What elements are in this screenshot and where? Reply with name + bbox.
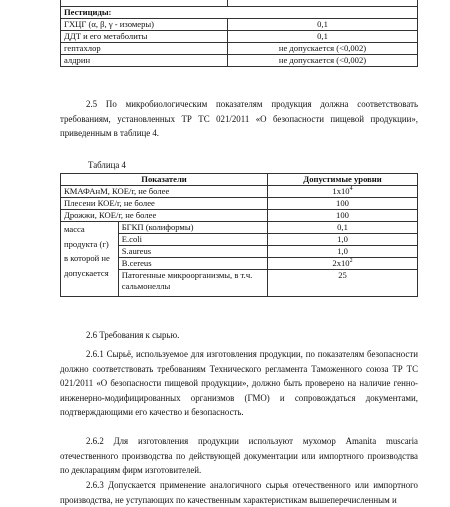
table-row	[61, 43, 418, 55]
table-4-caption: Таблица 4	[88, 160, 126, 170]
table-row	[61, 55, 418, 67]
paragraph-2-5: 2.5 По микробиологическим показателям продукция должна соответствовать требованиям, установленных ТР ТС 021/2011 «О безопасности пищевой продукции», приведенным в таблице 4.	[60, 99, 418, 139]
microbiology-table	[60, 173, 418, 297]
table-row	[61, 31, 418, 43]
paragraph-2-6-3: 2.6.3 Допускается применение аналогичного сырья отечественного или импортного производства, не уступающих по качественным характеристикам вышеперечисленным и	[60, 480, 418, 505]
table-row	[61, 210, 418, 222]
indicator-name: Дрожжи, КОЕ/г, не более	[61, 210, 268, 222]
value-base: 1x10	[332, 186, 350, 196]
organism-name: БГКП (колиформы)	[118, 222, 267, 234]
pesticide-name: алдрин	[61, 55, 228, 67]
organism-value: 1,0	[268, 234, 418, 246]
column-header-indicators: Показатели	[61, 174, 268, 186]
value-exponent: 4	[349, 186, 353, 193]
pesticide-name: ДДТ и его метаболиты	[61, 31, 228, 43]
pesticide-value: не допускается (<0,002)	[228, 43, 418, 55]
indicator-value	[268, 186, 418, 198]
pesticide-value: 0,1	[228, 19, 418, 31]
pesticide-name: ГХЦГ (α, β, γ - изомеры)	[61, 19, 228, 31]
paragraph-2-6: 2.6 Требования к сырью.	[86, 330, 180, 340]
column-header-levels: Допустимые уровни	[268, 174, 418, 186]
table-row	[61, 198, 418, 210]
organism-name: S.aureus	[118, 246, 267, 258]
pesticide-value: 0,1	[228, 31, 418, 43]
paragraph-2-6-1: 2.6.1 Сырьё, используемое для изготовления продукции, по показателям безопасности должно соответствовать требованиям Технического регламента Таможенного союза ТР ТС 021/2011 «О безопасности пищевой продукции», должно быть проверено на наличие генно-инженерно-модифицированных организмов (ГМО) и сопровождаться документами, подтверждающими его качество и безопасность.	[60, 349, 418, 418]
organism-value: 25	[268, 270, 418, 297]
pesticide-value: не допускается (<0,002)	[228, 55, 418, 67]
table-row	[61, 186, 418, 198]
organism-value: 0,1	[268, 222, 418, 234]
pesticides-heading: Пестициды:	[61, 7, 418, 19]
organism-name: Патогенные микроорганизмы, в т.ч. сальмонеллы	[118, 270, 267, 297]
table-row	[61, 222, 418, 234]
value-base: 2x10	[332, 258, 350, 268]
organism-value	[268, 258, 418, 270]
paragraph-2-6-2: 2.6.2 Для изготовления продукции используют мухомор Amanita muscaria отечественного производства по действующей документации или импортного производства по декларациям фирм изготовителей.	[60, 436, 418, 476]
pesticide-name: гептахлор	[61, 43, 228, 55]
indicator-value: 100	[268, 210, 418, 222]
mass-label: масса продукта (г) в которой не допускается	[61, 222, 119, 297]
organism-name: E.coli	[118, 234, 267, 246]
value-exponent: 2	[349, 258, 353, 265]
pesticides-table	[60, 0, 418, 67]
indicator-name: Плесени КОЕ/г, не более	[61, 198, 268, 210]
indicator-name: КМАФАнМ, КОЕ/г, не более	[61, 186, 268, 198]
indicator-value: 100	[268, 198, 418, 210]
table-row	[61, 19, 418, 31]
organism-name: B.cereus	[118, 258, 267, 270]
organism-value: 1,0	[268, 246, 418, 258]
